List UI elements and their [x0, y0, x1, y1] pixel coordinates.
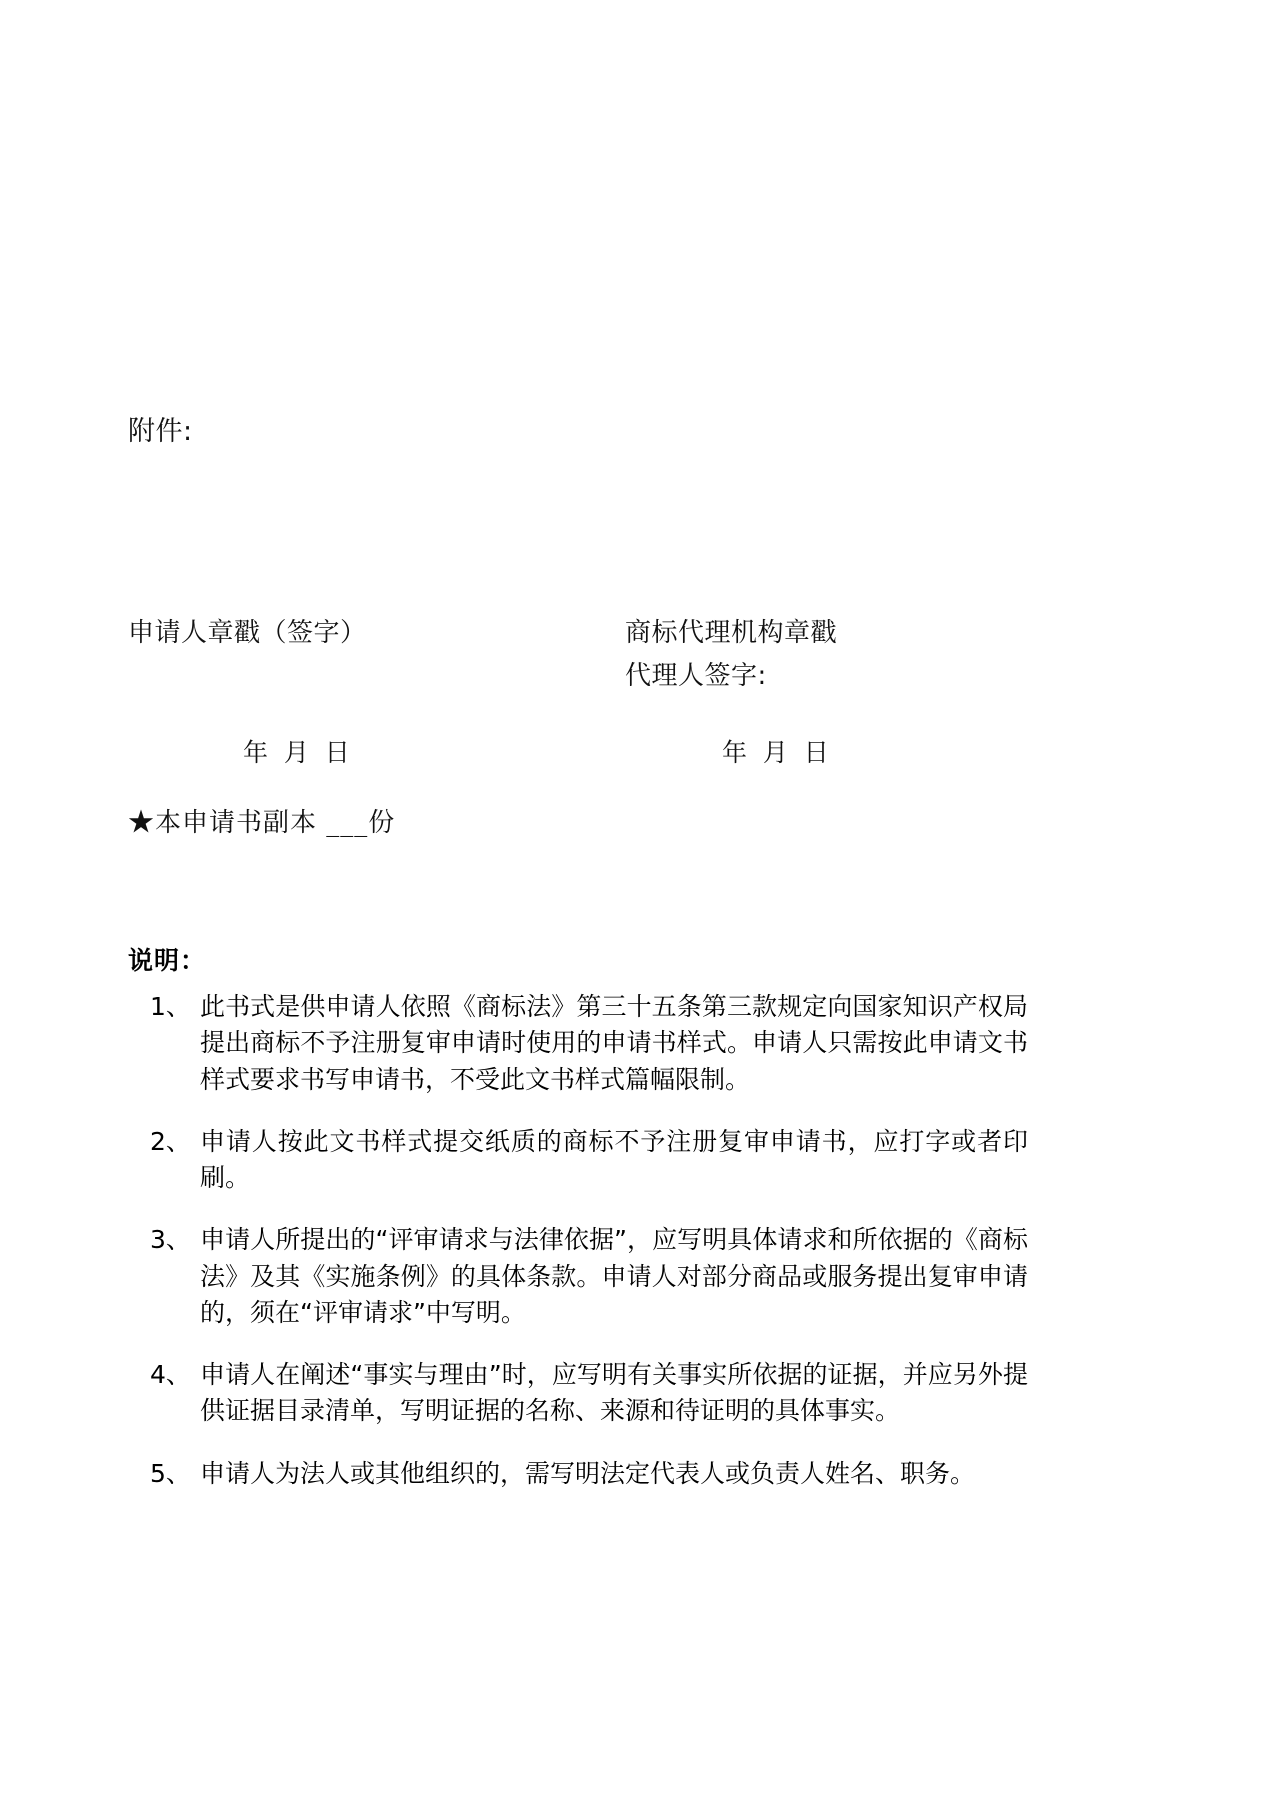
- note-number: 3、: [150, 1225, 191, 1255]
- note-item: [128, 1357, 1028, 1430]
- notes-heading: 说明：: [128, 946, 207, 975]
- notes-section: [128, 948, 1028, 1518]
- note-number: 1、: [150, 992, 191, 1021]
- agency-seal-label: 商标代理机构章戳: [625, 618, 838, 648]
- note-item: [128, 1222, 1028, 1331]
- agent-signature-label: 代理人签字:: [625, 661, 767, 691]
- note-item: [128, 1124, 1028, 1197]
- note-text: 申请人按此文书样式提交纸质的商标不予注册复审申请书，应打字或者印刷。: [200, 1126, 1028, 1192]
- application-copies-line: ★本申请书副本 ___份: [128, 808, 396, 838]
- note-number: 5、: [150, 1458, 191, 1488]
- attachment-label: 附件:: [128, 416, 193, 447]
- note-item: [128, 989, 1028, 1098]
- note-number: 2、: [150, 1126, 191, 1156]
- note-text: 申请人为法人或其他组织的，需写明法定代表人或负责人姓名、职务。: [200, 1458, 976, 1488]
- applicant-date-line: 年 月 日: [243, 738, 350, 767]
- applicant-seal-label: 申请人章戳（签字）: [128, 618, 367, 648]
- note-item: [128, 1456, 1028, 1492]
- note-text: 申请人在阐述“事实与理由”时，应写明有关事实所依据的证据，并应另外提供证据目录清单，写明证据的名称、来源和待证明的具体事实。: [200, 1360, 1028, 1426]
- agency-date-line: 年 月 日: [722, 738, 829, 767]
- note-text: 申请人所提出的“评审请求与法律依据”，应写明具体请求和所依据的《商标法》及其《实施条例》的具体条款。申请人对部分商品或服务提出复审申请的，须在“评审请求”中写明。: [200, 1225, 1028, 1327]
- note-text: 此书式是供申请人依照《商标法》第三十五条第三款规定向国家知识产权局提出商标不予注册复审申请时使用的申请书样式。申请人只需按此申请文书样式要求书写申请书，不受此文书样式篇幅限制。: [200, 992, 1028, 1094]
- note-number: 4、: [150, 1360, 191, 1389]
